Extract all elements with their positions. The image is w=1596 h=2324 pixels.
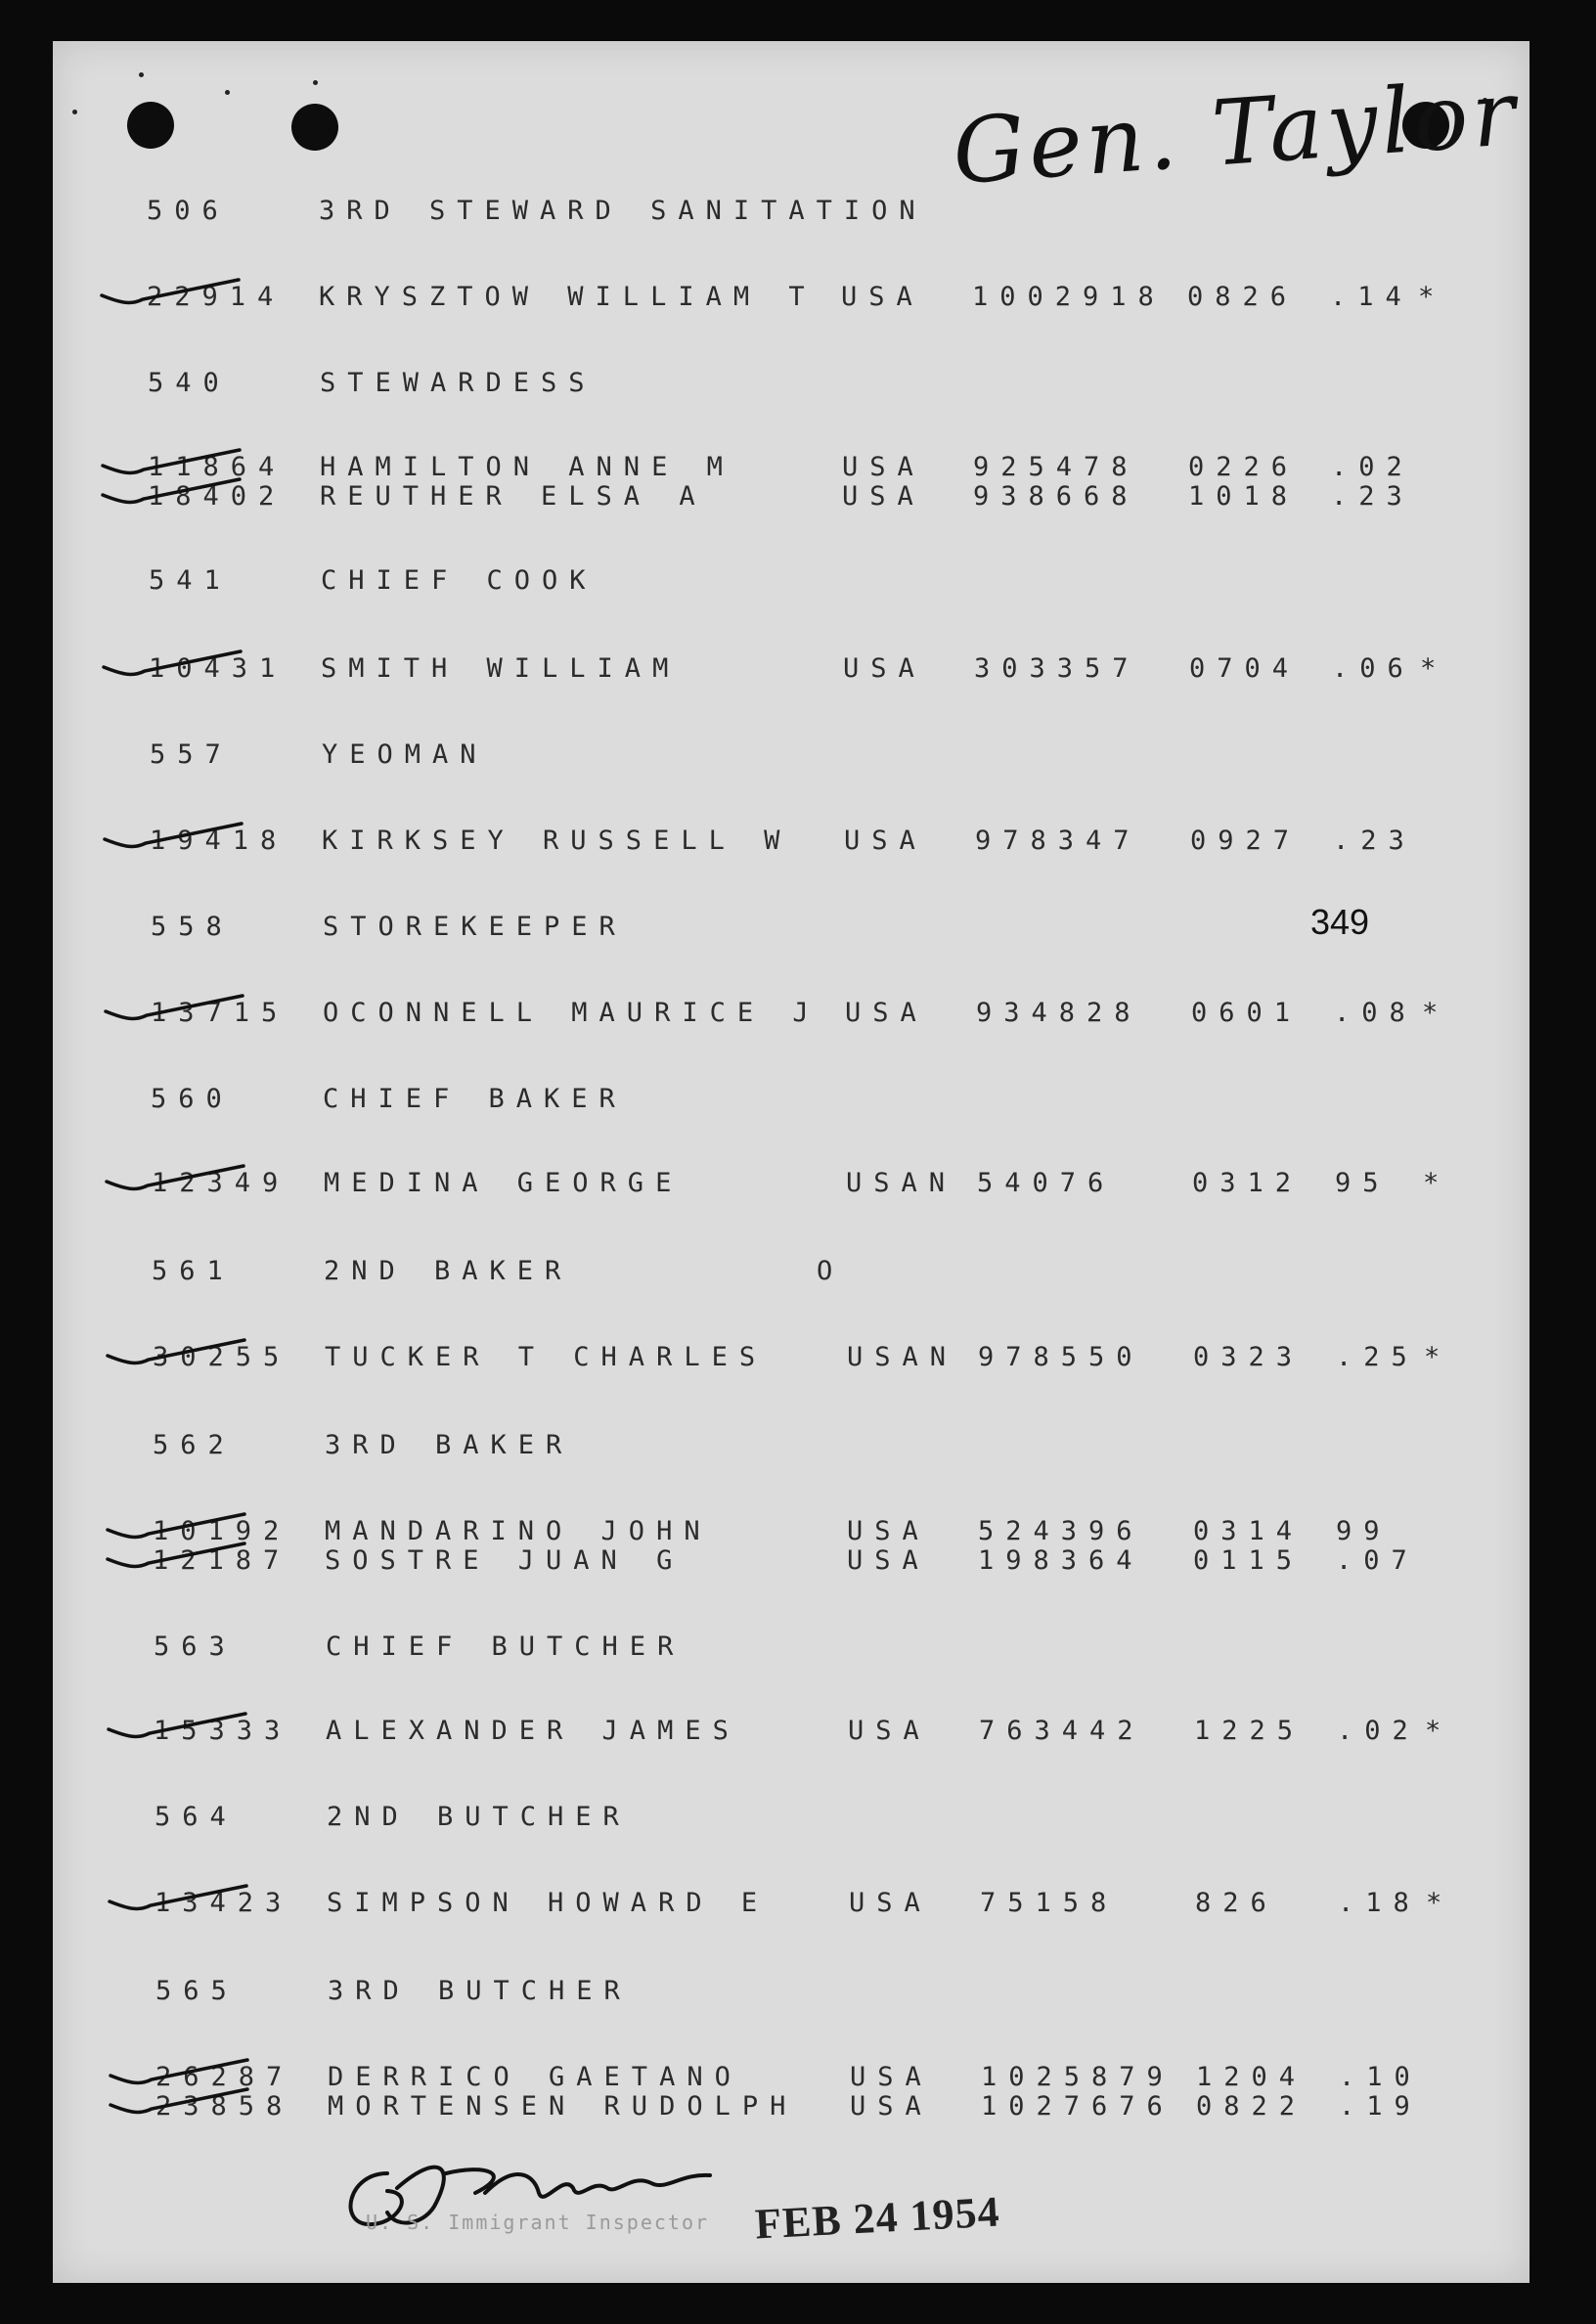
page-number: 349 — [1310, 902, 1370, 942]
crew-value: .18 — [1338, 1888, 1421, 1918]
crew-certificate: 978550 — [978, 1342, 1144, 1372]
crew-entry-row — [53, 1342, 1530, 1381]
crew-value: .14 — [1330, 282, 1413, 312]
crew-entry-row — [53, 481, 1530, 520]
crew-nationality: USA — [850, 2091, 933, 2122]
crew-certificate: 938668 — [973, 481, 1139, 512]
crew-number: 23858 — [155, 2091, 294, 2122]
crew-number: 30255 — [153, 1342, 291, 1372]
crew-mark: * — [1418, 282, 1446, 312]
crew-date: 0323 — [1193, 1342, 1305, 1372]
crew-name: DERRICO GAETANO — [328, 2062, 742, 2092]
header-handwritten-note: Gen. Taylor — [949, 60, 1523, 205]
section-title: 2ND BUTCHER — [327, 1802, 631, 1832]
crew-entry-row — [53, 282, 1530, 321]
crew-date: 0115 — [1193, 1545, 1305, 1576]
crew-certificate: 524396 — [978, 1516, 1144, 1546]
punch-hole — [127, 102, 174, 149]
crew-entry-row — [53, 653, 1530, 693]
crew-value: .02 — [1337, 1716, 1420, 1746]
crew-mark: * — [1425, 1716, 1453, 1746]
date-stamp: FEB 24 1954 — [753, 2187, 1001, 2249]
crew-entry-row — [53, 826, 1530, 865]
ink-speck — [139, 72, 144, 77]
crew-number: 12187 — [153, 1545, 291, 1576]
crew-nationality: USA — [844, 826, 927, 856]
crew-number: 12349 — [152, 1168, 290, 1198]
crew-number: 10192 — [153, 1516, 291, 1546]
section-title: 2ND BAKER — [324, 1256, 573, 1286]
section-code: 506 — [147, 196, 230, 226]
crew-nationality: USA — [841, 282, 924, 312]
crew-name: MEDINA GEORGE — [324, 1168, 684, 1198]
crew-date: 0927 — [1190, 826, 1302, 856]
section-title: STEWARDESS — [320, 368, 597, 398]
section-row — [53, 565, 1530, 604]
section-title: 3RD STEWARD SANITATION — [319, 196, 927, 226]
crew-mark: * — [1424, 1342, 1452, 1372]
ink-speck — [72, 110, 77, 114]
document-page — [53, 41, 1530, 2283]
inspector-label: U. S. Immigrant Inspector — [366, 2211, 710, 2234]
crew-nationality: USA — [842, 452, 925, 482]
crew-date: 0704 — [1189, 653, 1301, 684]
crew-nationality: USAN — [847, 1342, 958, 1372]
section-code: 564 — [155, 1802, 238, 1832]
crew-number: 26287 — [155, 2062, 294, 2092]
crew-value: .23 — [1331, 481, 1414, 512]
crew-nationality: USAN — [846, 1168, 957, 1198]
section-title: CHIEF COOK — [321, 565, 598, 596]
crew-name: KIRKSEY RUSSELL W — [322, 826, 792, 856]
crew-number: 19418 — [150, 826, 288, 856]
check-mark-icon — [96, 990, 243, 1029]
crew-number: 11864 — [148, 452, 287, 482]
crew-date: 1018 — [1188, 481, 1300, 512]
section-row — [53, 912, 1530, 951]
crew-number: 15333 — [154, 1716, 292, 1746]
section-title: 3RD BAKER — [325, 1430, 574, 1460]
section-code: 560 — [151, 1084, 234, 1114]
section-title: 3RD BUTCHER — [328, 1976, 632, 2006]
crew-name: ALEXANDER JAMES — [326, 1716, 740, 1746]
crew-number: 13715 — [151, 998, 289, 1028]
crew-value: .02 — [1331, 452, 1414, 482]
crew-date: 826 — [1195, 1888, 1278, 1918]
check-mark-icon — [97, 1160, 244, 1199]
crew-certificate: 934828 — [976, 998, 1142, 1028]
crew-value: .08 — [1334, 998, 1417, 1028]
crew-nationality: USA — [848, 1716, 931, 1746]
section-row — [53, 1084, 1530, 1123]
crew-entry-row — [53, 998, 1530, 1037]
section-row — [53, 196, 1530, 235]
crew-name: SMITH WILLIAM — [321, 653, 681, 684]
crew-number: 10431 — [149, 653, 288, 684]
crew-name: MORTENSEN RUDOLPH — [328, 2091, 798, 2122]
crew-value: .23 — [1333, 826, 1416, 856]
crew-name: SIMPSON HOWARD E — [327, 1888, 770, 1918]
section-code: 561 — [152, 1256, 235, 1286]
section-code: 562 — [153, 1430, 236, 1460]
section-code: 565 — [155, 1976, 239, 2006]
crew-certificate: 54076 — [977, 1168, 1116, 1198]
crew-nationality: USA — [847, 1516, 930, 1546]
crew-entry-row — [53, 1888, 1530, 1927]
crew-certificate: 1025879 — [981, 2062, 1175, 2092]
section-row — [53, 1976, 1530, 2015]
crew-value: 95 — [1335, 1168, 1391, 1198]
check-mark-icon — [95, 818, 242, 857]
check-mark-icon — [92, 274, 239, 313]
section-code: 558 — [151, 912, 234, 942]
check-mark-icon — [98, 1538, 244, 1577]
crew-nationality: USA — [842, 481, 925, 512]
crew-name: MANDARINO JOHN — [325, 1516, 712, 1546]
section-title: CHIEF BAKER — [323, 1084, 627, 1114]
crew-date: 0312 — [1192, 1168, 1304, 1198]
crew-date: 0601 — [1191, 998, 1303, 1028]
crew-value: .07 — [1336, 1545, 1419, 1576]
crew-mark: * — [1426, 1888, 1454, 1918]
crew-date: 1204 — [1196, 2062, 1308, 2092]
section-code: 541 — [149, 565, 232, 596]
section-row — [53, 1802, 1530, 1841]
crew-entry-row — [53, 1716, 1530, 1755]
crew-name: OCONNELL MAURICE J — [323, 998, 820, 1028]
section-row — [53, 739, 1530, 779]
crew-date: 1225 — [1194, 1716, 1306, 1746]
section-row — [53, 368, 1530, 407]
crew-certificate: 1027676 — [981, 2091, 1175, 2122]
section-code: 563 — [154, 1631, 237, 1662]
crew-certificate: 75158 — [980, 1888, 1119, 1918]
crew-number: 22914 — [147, 282, 286, 312]
section-title: CHIEF BUTCHER — [326, 1631, 686, 1662]
crew-certificate: 978347 — [975, 826, 1141, 856]
ink-speck — [313, 80, 318, 85]
crew-entry-row — [53, 1545, 1530, 1585]
crew-number: 18402 — [148, 481, 287, 512]
crew-nationality: USA — [849, 1888, 932, 1918]
crew-value: .25 — [1336, 1342, 1419, 1372]
crew-certificate: 763442 — [979, 1716, 1145, 1746]
section-title: STOREKEEPER — [323, 912, 627, 942]
crew-name: TUCKER T CHARLES — [325, 1342, 768, 1372]
check-mark-icon — [101, 2083, 247, 2123]
crew-nationality: USA — [843, 653, 926, 684]
section-code: 557 — [150, 739, 233, 770]
section-code: 540 — [148, 368, 231, 398]
crew-nationality: USA — [847, 1545, 930, 1576]
crew-certificate: 925478 — [973, 452, 1139, 482]
crew-date: 0826 — [1187, 282, 1299, 312]
crew-mark: * — [1422, 998, 1450, 1028]
crew-name: REUTHER ELSA A — [320, 481, 707, 512]
check-mark-icon — [94, 646, 241, 685]
crew-certificate: 1002918 — [972, 282, 1166, 312]
crew-name: SOSTRE JUAN G — [325, 1545, 685, 1576]
ink-speck — [225, 90, 230, 95]
crew-entry-row — [53, 1168, 1530, 1207]
crew-certificate: 198364 — [978, 1545, 1144, 1576]
check-mark-icon — [99, 1708, 245, 1747]
section-row — [53, 1631, 1530, 1671]
section-row — [53, 1256, 1530, 1295]
punch-hole — [291, 104, 338, 151]
crew-mark: * — [1420, 653, 1448, 684]
section-title: YEOMAN — [322, 739, 488, 770]
crew-entry-row — [53, 2091, 1530, 2130]
section-row — [53, 1430, 1530, 1469]
crew-name: KRYSZTOW WILLIAM T — [319, 282, 817, 312]
check-mark-icon — [100, 1880, 246, 1919]
crew-value: .19 — [1339, 2091, 1422, 2122]
crew-number: 13423 — [155, 1888, 293, 1918]
crew-certificate: 303357 — [974, 653, 1140, 684]
check-mark-icon — [98, 1334, 244, 1373]
crew-date: 0314 — [1193, 1516, 1305, 1546]
crew-date: 0226 — [1188, 452, 1300, 482]
section-extra: O — [817, 1256, 845, 1286]
crew-nationality: USA — [850, 2062, 933, 2092]
crew-value: .10 — [1339, 2062, 1422, 2092]
crew-date: 0822 — [1196, 2091, 1308, 2122]
crew-value: .06 — [1332, 653, 1415, 684]
crew-value: 99 — [1336, 1516, 1392, 1546]
crew-name: HAMILTON ANNE M — [320, 452, 734, 482]
check-mark-icon — [93, 473, 240, 513]
crew-nationality: USA — [845, 998, 928, 1028]
crew-mark: * — [1423, 1168, 1451, 1198]
